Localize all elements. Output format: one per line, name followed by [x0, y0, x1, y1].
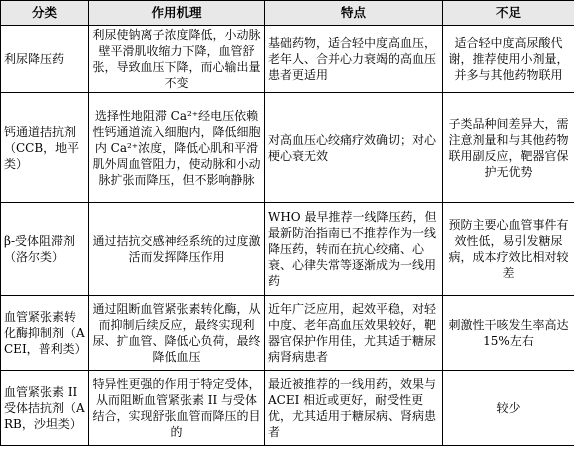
header-row: [1, 1, 574, 26]
features-cell: 近年广泛应用，起效平稳，对轻中度、老年高血压效果较好，靶器官保护作用佳，尤其适于糖尿病肾病患者: [265, 296, 443, 371]
shortcomings-cell: 子类品种间差异大，需注意剂量和与其他药物联用副反应，靶器官保护无优势: [443, 93, 574, 203]
features-cell: 对高血压心绞痛疗效确切；对心梗心衰无效: [265, 93, 443, 203]
mechanism-cell: 利尿使钠离子浓度降低，小动脉壁平滑肌收缩力下降，血管舒张，导致血压下降，而心输出量不变: [89, 26, 265, 93]
category-cell: 血管紧张素 II 受体拮抗剂（ARB，沙坦类）: [1, 371, 89, 446]
category-cell: 血管紧张素转化酶抑制剂（ACEI，普利类）: [1, 296, 89, 371]
table-row: [1, 26, 574, 93]
mechanism-cell: 特异性更强的作用于特定受体，从而阻断血管紧张素 II 与受体结合，实现舒张血管而降压的目的: [89, 371, 265, 446]
table-row: [1, 203, 574, 296]
features-cell: 最近被推荐的一线用药，效果与 ACEI 相近或更好，耐受性更优，尤其适用于糖尿病、肾病患者: [265, 371, 443, 446]
table-row: [1, 371, 574, 446]
mechanism-cell: 选择性地阻滞 Ca²⁺经电压依赖性钙通道流入细胞内，降低细胞内 Ca²⁺浓度，降低心肌和平滑肌外周血管阻力，使动脉和小动脉扩张而降压，但不影响静脉: [89, 93, 265, 203]
header-mechanism: 作用机理: [89, 1, 265, 26]
header-category: 分类: [1, 1, 89, 26]
mechanism-cell: 通过拮抗交感神经系统的过度激活而发挥降压作用: [89, 203, 265, 296]
shortcomings-cell: 较少: [443, 371, 574, 446]
mechanism-cell: 通过阻断血管紧张素转化酶，从而抑制后续反应，最终实现利尿、扩血管、降低心负荷，最终降低血压: [89, 296, 265, 371]
table-row: [1, 296, 574, 371]
category-cell: 钙通道拮抗剂（CCB，地平类）: [1, 93, 89, 203]
shortcomings-cell: 刺激性干咳发生率高达 15%左右: [443, 296, 574, 371]
category-cell: 利尿降压药: [1, 26, 89, 93]
features-cell: WHO 最早推荐一线降压药，但最新防治指南已不推荐作为一线降压药，转而在抗心绞痛、心衰、心律失常等逐渐成为一线用药: [265, 203, 443, 296]
header-shortcomings: 不足: [443, 1, 574, 26]
header-features: 特点: [265, 1, 443, 26]
shortcomings-cell: 适合轻中度高尿酸代谢，推荐使用小剂量，并多与其他药物联用: [443, 26, 574, 93]
features-cell: 基础药物，适合轻中度高血压，老年人、合并心力衰竭的高血压患者更适用: [265, 26, 443, 93]
table-row: [1, 93, 574, 203]
shortcomings-cell: 预防主要心血管事件有效性低，易引发糖尿病，成本疗效比相对较差: [443, 203, 574, 296]
category-cell: β-受体阻滞剂（洛尔类）: [1, 203, 89, 296]
